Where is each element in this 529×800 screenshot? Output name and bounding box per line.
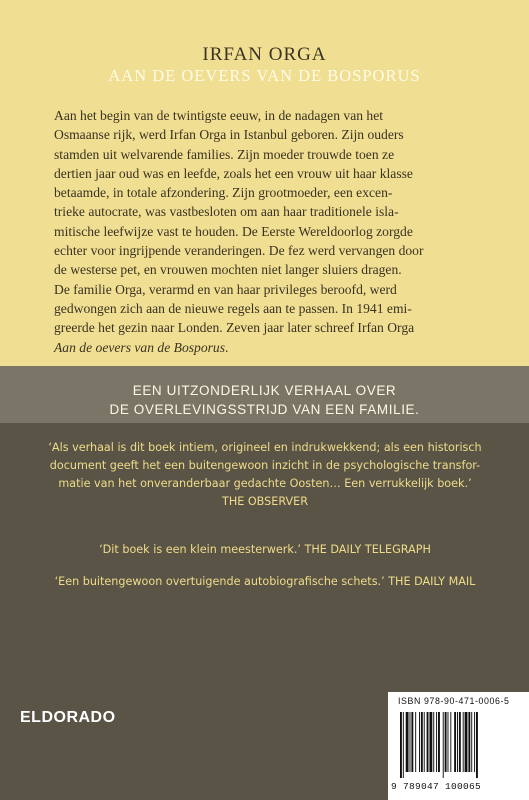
isbn-label: ISBN 978-90-471-0006-5 — [398, 696, 510, 706]
blurb-line: mitische leefwijze vast te houden. De Eerste Wereldoorlog zorgde — [54, 223, 413, 239]
blurb-line: dertien jaar oud was en leefde, zoals het een vrouw uit haar klasse — [54, 165, 413, 181]
blurb-title-italic: Aan de oevers van de Bosporus — [54, 339, 226, 355]
blurb-line: echter voor ingrijpende veranderingen. De fez werd vervangen door — [54, 243, 424, 259]
quote-daily-mail: ‘Een buitengewoon overtuigende autobiografische schets.’ THE DAILY MAIL — [54, 575, 476, 588]
blurb-line: gedwongen zich aan de nieuwe regels aan te passen. In 1941 emi- — [54, 300, 412, 316]
publisher-logo: ELDORADO — [20, 709, 116, 726]
barcode-bar — [463, 712, 464, 772]
barcode-bar — [406, 712, 409, 772]
barcode-bar — [419, 712, 420, 772]
tagline — [0, 381, 529, 419]
barcode-number: 9 789047 100065 — [391, 781, 482, 792]
quote-line: document geeft het een buitengewoon inzicht in de psychologische transfor- — [49, 459, 481, 472]
barcode-bar — [433, 712, 434, 772]
barcode-bar — [468, 712, 470, 772]
blurb-line: De familie Orga, verarmd en van haar privileges beroofd, werd — [54, 281, 397, 297]
quote-observer — [40, 439, 490, 511]
barcode-bar — [459, 712, 461, 772]
blurb-line: de westerse pet, en vrouwen mochten niet langer sluiers dragen. — [54, 262, 402, 278]
blurb-line: stamden uit welvarende families. Zijn moeder trouwde toen ze — [54, 146, 395, 162]
blurb-line: greerde het gezin naar Londen. Zeven jaar later schreef Irfan Orga — [54, 320, 415, 336]
author-name: IRFAN ORGA — [202, 44, 327, 65]
barcode-bar — [457, 712, 458, 772]
barcode-bar — [474, 712, 475, 772]
barcode-bar — [454, 712, 456, 772]
barcode-bar — [445, 712, 447, 772]
blurb-line: betaamde, in totale afzondering. Zijn grootmoeder, een excen- — [54, 185, 393, 201]
barcode-bar — [415, 712, 416, 772]
barcode-bar — [450, 712, 451, 772]
barcode-bar — [403, 712, 404, 778]
barcode-bar — [427, 712, 429, 772]
barcode-bar — [410, 712, 411, 772]
barcode-bar — [443, 712, 444, 778]
quote-line: matie van het onveranderbaar gedachte Oosten… Een verrukkelijk boek.’ — [58, 477, 472, 490]
barcode-bar — [465, 712, 468, 772]
book-title: AAN DE OEVERS VAN DE BOSPORUS — [108, 66, 421, 85]
barcode-bar — [411, 712, 413, 772]
tagline-line-1: EEN UITZONDERLIJK VERHAAL OVER — [132, 383, 397, 398]
barcode-bar — [471, 712, 472, 772]
barcode-bar — [429, 712, 432, 772]
blurb-text — [54, 106, 478, 357]
quote-source: THE OBSERVER — [222, 495, 308, 508]
barcode-bar — [424, 712, 425, 772]
blurb-line: trieke autocrate, was vastbesloten om aan haar traditionele isla- — [54, 204, 399, 220]
barcode-bar — [421, 712, 423, 772]
blurb-line: Osmaanse rijk, werd Irfan Orga in Istanbul geboren. Zijn ouders — [54, 127, 404, 143]
blurb-end: . — [225, 339, 229, 355]
barcode-bar — [448, 712, 449, 772]
barcode-icon — [400, 712, 518, 778]
tagline-line-2: DE OVERLEVINGSSTRIJD VAN EEN FAMILIE. — [109, 402, 420, 417]
barcode-bar — [400, 712, 402, 778]
barcode-bar — [438, 712, 440, 772]
blurb-line: Aan het begin van de twintigste eeuw, in de nadagen van het — [54, 108, 384, 123]
quote-line: ‘Als verhaal is dit boek intiem, origineel en indrukwekkend; als een historisch — [48, 441, 482, 454]
barcode-bar — [436, 712, 437, 772]
quote-telegraph: ‘Dit boek is een klein meesterwerk.’ THE DAILY TELEGRAPH — [99, 543, 431, 556]
barcode-bar — [476, 712, 478, 778]
